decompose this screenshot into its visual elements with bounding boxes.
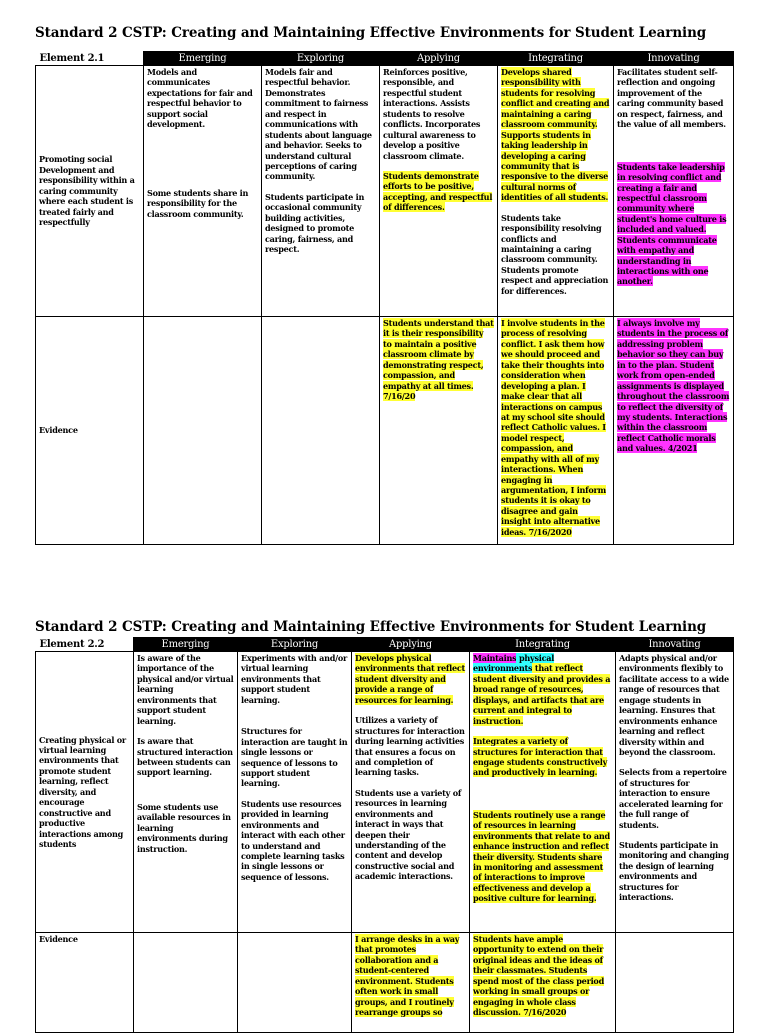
level-header-emerging: Emerging [144,52,262,66]
highlight: I always involve my students in the process of addressing problem behavior so they can buy in to the plan. Student work from open-ended assignments is displayed throughout the classroom to reflect the diversity of my students. Interactions within the classroom reflect Catholic morals and values. 4/2021 [617,318,730,454]
evidence-integrating [498,317,614,545]
element-label: Element 2.1 [36,52,144,66]
evidence-label: Evidence [36,317,144,545]
cell-integrating [470,652,616,933]
cell-emerging: Is aware of the importance of the physical and/or virtual learning environments that support student learning. Is aware that structured interaction between students can support learning. Some students use available resources in learning environments during instruction. [134,652,238,933]
cell-innovating: Adapts physical and/or environments flexibly to facilitate access to a wide range of resources that engage students in learning. Ensures that environments enhance learning and reflect diversity within and beyond the classroom. Selects from a repertoire of structures for interaction to ensure accelerated learning for the full range of students. Students participate in monitoring and changing the design of learning environments and structures for interactions. [616,652,734,933]
highlight: Students demonstrate efforts to be positive, accepting, and respectful of differences. [383,170,493,213]
evidence-exploring [262,317,380,545]
highlight: Students have ample opportunity to extend on their original ideas and the ideas of their classmates. Students spend most of the class period working in small groups or engaging in whole class discussion. 7/16/2020 [473,934,604,1018]
level-header-applying: Applying [352,638,470,652]
evidence-integrating [470,933,616,1033]
evidence-applying [380,317,498,545]
level-header-innovating: Innovating [614,52,734,66]
row-label: Creating physical or virtual learning environments that promote student learning, reflect diversity, and encourage constructive and productive interactions among students [36,652,134,933]
cell-emerging: Models and communicates expectations for fair and respectful behavior to support social development. Some students share in responsibility for the classroom community. [144,66,262,317]
cell-integrating: Develops shared responsibility with students for resolving conflict and creating and maintaining a caring classroom community. Supports students in taking leadership in developing a caring community that is responsive to the diverse cultural norms of identities of all students. Students take responsibility resolving conflicts and maintaining a caring classroom community. Students promote respect and appreciation for differences. [498,66,614,317]
highlight: Develops shared responsibility with students for resolving conflict and creating and maintaining a caring classroom community. Supports students in taking leadership in developing a caring community that is responsive to the diverse cultural norms of identities of all students. [501,67,610,203]
cell-exploring: Experiments with and/or virtual learning environments that support student learning. Structures for interaction are taught in single lessons or sequence of lessons to support student learning. Students use resources provided in learning environments and interact with each other to understand and complete learning tasks in single lessons or sequence of lessons. [238,652,352,933]
highlight: that reflect student diversity and provides a broad range of resources, displays, and artifacts that are current and integral to instruction. [473,663,611,726]
section1-title: Standard 2 CSTP: Creating and Maintaining Effective Environments for Student Learning [35,25,707,41]
level-header-integrating: Integrating [498,52,614,66]
cell-innovating: Facilitates student self-reflection and ongoing improvement of the caring community based on respect, fairness, and the value of all members. Students take leadership in resolving conflict and creating a fair and respectful classroom community where student's home culture is included and valued. Students communicate with empathy and understanding in interactions with one another. [614,66,734,317]
cell-exploring: Models fair and respectful behavior. Demonstrates commitment to fairness and respect in communications with students about language and behavior. Seeks to understand cultural perceptions of caring community. Students participate in occasional community building activities, designed to promote caring, fairness, and respect. [262,66,380,317]
evidence-innovating [614,317,734,545]
element-label: Element 2.2 [36,638,134,652]
highlight: Maintains [473,653,517,663]
row-label: Promoting social Development and responsibility within a caring community where each student is treated fairly and respectfully [36,66,144,317]
evidence-label: Evidence [36,933,134,1033]
highlight: Develops physical environments that reflect student diversity and provide a range of resources for learning. [355,653,466,705]
evidence-applying [352,933,470,1033]
section2-title: Standard 2 CSTP: Creating and Maintaining Effective Environments for Student Learning [35,619,707,635]
level-header-exploring: Exploring [262,52,380,66]
highlight: Students understand that it is their responsibility to maintain a positive classroom climate by demonstrating respect, compassion, and empathy at all times. 7/16/20 [383,318,494,402]
level-header-exploring: Exploring [238,638,352,652]
highlight: Integrates a variety of structures for interaction that engage students constructively and productively in learning. [473,736,608,778]
evidence-exploring [238,933,352,1033]
highlight: physical environments [473,653,555,674]
evidence-emerging [134,933,238,1033]
element-2-2-table [35,637,734,1033]
cell-applying: Reinforces positive, responsible, and respectful student interactions. Assists students to resolve conflicts. Incorporates cultural awareness to develop a positive classroom climate. Students demonstrate efforts to be positive, accepting, and respectful of differences. [380,66,498,317]
element-2-1-table [35,51,734,545]
level-header-emerging: Emerging [134,638,238,652]
evidence-innovating [616,933,734,1033]
level-header-innovating: Innovating [616,638,734,652]
level-header-integrating: Integrating [470,638,616,652]
highlight: Students take leadership in resolving conflict and creating a fair and respectful classroom community where student's home culture is included and valued. Students communicate with empathy and understanding in interactions with one another. [617,161,727,287]
highlight: I arrange desks in a way that promotes collaboration and a student-centered environment. Students often work in small groups, and I routinely rearrange groups so [355,934,460,1018]
highlight: I involve students in the process of resolving conflict. I ask them how we should proceed and take their thoughts into consideration when developing a plan. I make clear that all interactions on campus at my school site should reflect Catholic values. I model respect, compassion, and empathy with all of my interactions. When engaging in argumentation, I inform students it is okay to disagree and gain insight into alternative ideas. 7/16/2020 [501,318,606,537]
level-header-applying: Applying [380,52,498,66]
evidence-emerging [144,317,262,545]
cell-applying: Develops physical environments that reflect student diversity and provide a range of resources for learning. Utilizes a variety of structures for interaction during learning activities that ensures a focus on and completion of learning tasks. Students use a variety of resources in learning environments and interact in ways that deepen their understanding of the content and develop constructive social and academic interactions. [352,652,470,933]
highlight: Students routinely use a range of resources in learning environments that relate to and enhance instruction and reflect their diversity. Students share in monitoring and assessment of interactions to improve effectiveness and develop a positive culture for learning. [473,809,610,904]
